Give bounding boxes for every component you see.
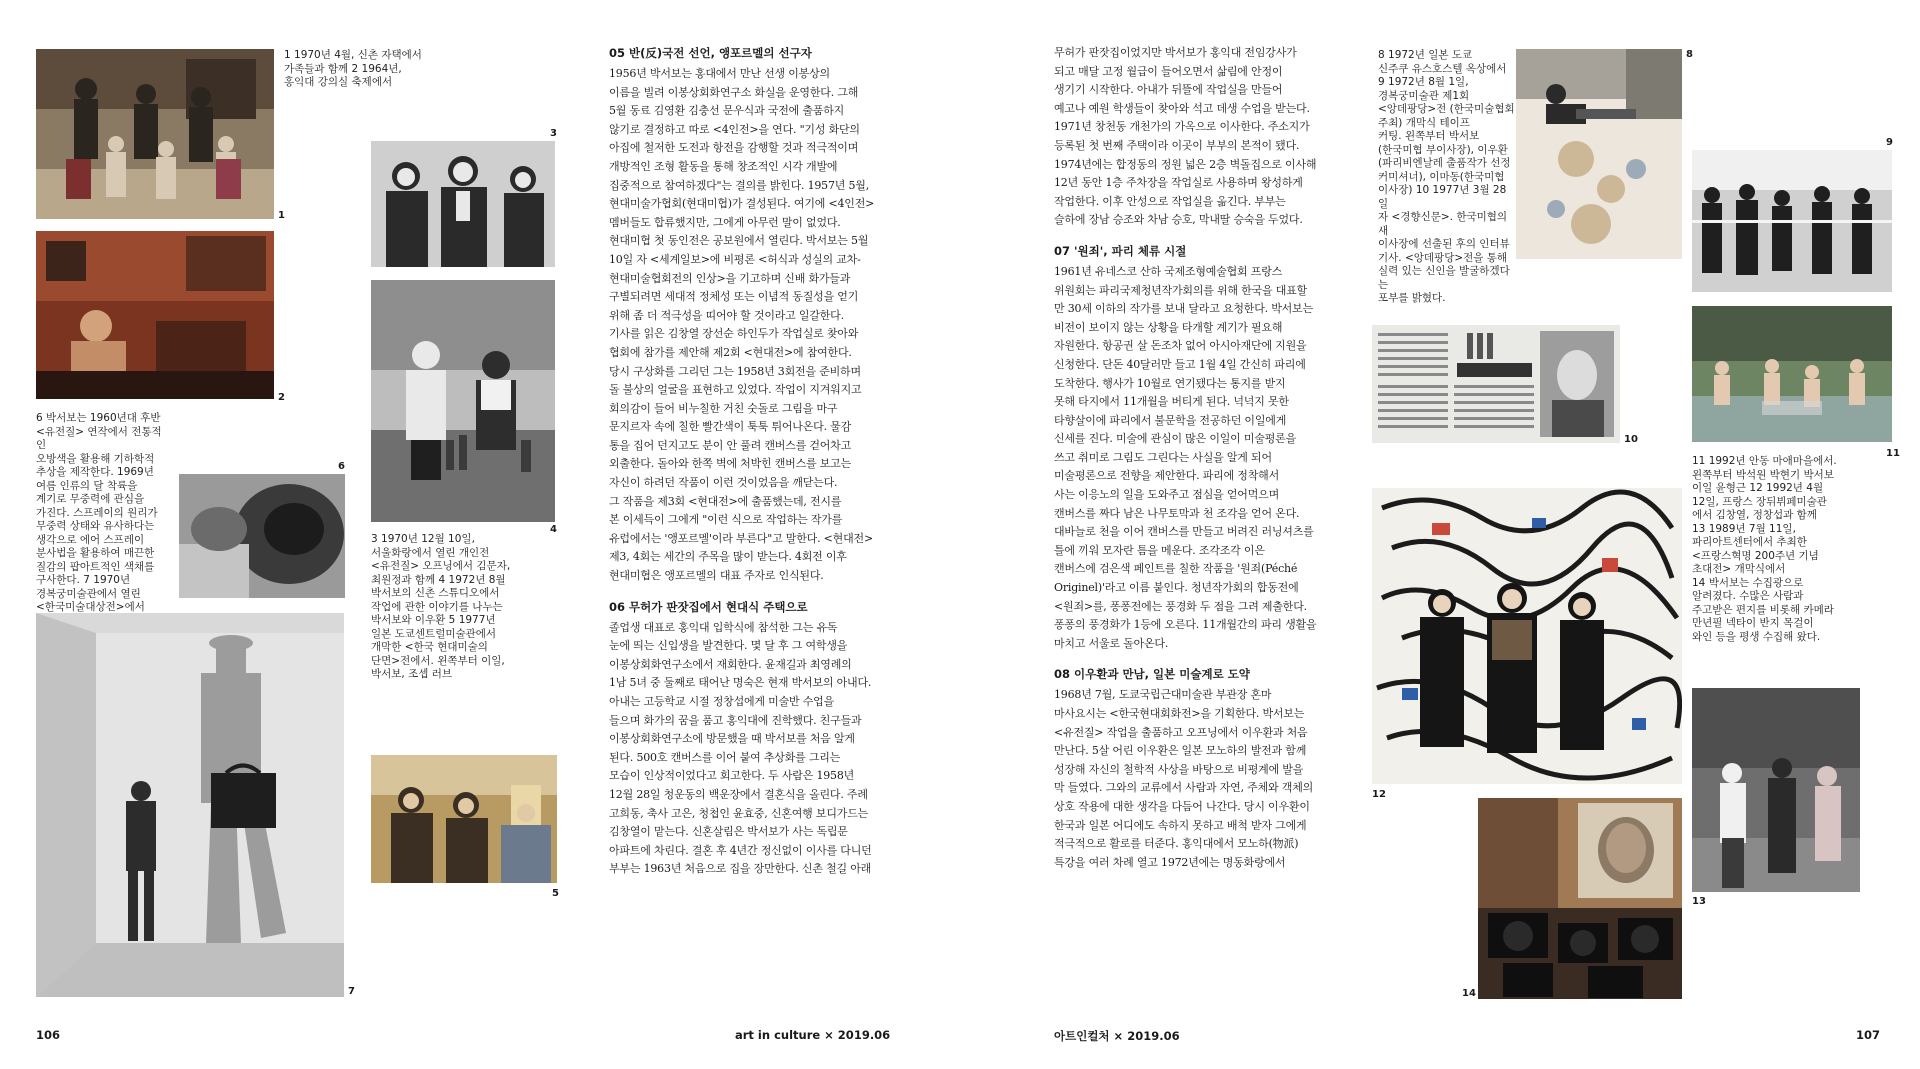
photo-studio-1972-4 [371,280,555,522]
photo-andong-1992-11 [1692,306,1892,442]
caption-8-9-10: 8 1972년 일본 도쿄 신주쿠 유스호스텔 옥상에서 9 1972년 8월 1일, 경복궁미술관 제1회 <앙데팡당>전 (한국미술협회 주최) 개막식 테이프 커팅. 왼쪽부터 박서보 (한국미협 부이사장), 이우환 (파리비엔날레 출품작가 선정 커미셔너), 이마동(한국미협 이사장) 10 1977년 3월 28일 자 <경향신문>. 한국미협의 새 이사장에 선출된 후의 인터뷰 기사. <앙데팡당>전을 통해 실력 있는 신인을 발굴하겠다는 포부를 밝혔다. [1378,49,1515,304]
section-heading: 07 '원죄', 파리 체류 시절 [1054,243,1187,258]
caption-6-7: 6 박서보는 1960년대 후반 <유전질> 연작에서 전통적인 오방색을 활용해 기하학적 추상을 제작한다. 1969년 여름 인류의 달 착륙을 계기로 무중력에 관심을 가진다. 스프레이의 원리가 무중력 상태와 유사하다는 생각으로 에어 스프레이 분사법을 활용하여 매끈한 질감의 팝아트적인 색채를 구사한다. 7 1970년 경복궁미술관에서 열린 <한국미술대상전>에서 [36,412,162,613]
photo-dubuffet-museum-1992-12 [1372,488,1682,784]
photo-number: 3 [550,128,557,139]
photo-family-1970 [36,49,274,219]
photo-paris-art-center-1989-13 [1692,688,1860,892]
photo-number: 6 [338,461,345,472]
photo-number: 9 [1886,137,1893,148]
section-body: 1961년 유네스코 산하 국제조형예술협회 프랑스 위원회는 파리국제청년작가회의를 위해 한국을 대표할 만 30세 이하의 작가를 보내 달라고 요청한다. 박서보는 비전이 보이지 않는 상황을 타개할 계기가 필요해 자원한다. 항공권 살 돈조차 없어 아시아재단에 지원을 신청한다. 단돈 40달러만 들고 1월 4일 간신히 파리에 도착한다. 행사가 10월로 연기됐다는 통지를 받지 못해 타지에서 11개월을 버티게 된다. 넉넉지 못한 타향살이에 파리에서 불문학을 전공하던 이일에게 신세를 진다. 미술에 관심이 많은 이일이 미술평론을 쓰고 취미로 그림도 그린다는 사실을 알게 되어 미술평론으로 전향을 제안한다. 파리에 정착해서 사는 이응노의 일을 도와주고 점심을 얻어먹으며 캔버스를 짜다 남은 나무토막과 천 조각을 얻어 온다. 대바늘로 천을 이어 캔버스를 만들고 버려진 러닝셔츠를 틀에 끼워 모자란 틈을 메운다. 조각조각 이은 캔버스에 검은색 페인트를 칠한 작품을 '원죄(Péché Originel)'라고 이름 붙인다. 청년작가회의 합동전에 <원죄>를, 퐁퐁전에는 풍경화 두 점을 그려 제출한다. 퐁퐁의 풍경화가 1등에 오른다. 11개월간의 파리 생활을 마치고 서울로 돌아온다. [1054,264,1317,650]
photo-number: 4 [550,524,557,535]
section-body: 1968년 7월, 도쿄국립근대미술관 부관장 혼마 마사요시는 <한국현대회화전>을 기획한다. 박서보는 <유전질> 작업을 출품하고 오프닝에서 이우환과 처음 만난다. 5살 어린 이우환은 일본 모노하의 발전과 함께 성장해 자신의 철학적 사상을 바탕으로 비평계에 발을 막 들였다. 그와의 교류에서 사람과 자연, 주체와 객체의 상호 작용에 대한 생각을 다듬어 나간다. 당시 이우환이 한국과 일본 어디에도 속하지 못하고 배척 받자 그에게 적극적으로 활로를 터준다. 홍익대에서 모노하(物派) 특강을 여러 차례 열고 1972년에는 명동화랑에서 [1054,688,1314,869]
section-body: 1956년 박서보는 홍대에서 만난 선생 이봉상의 이름을 빌려 이봉상회화연구소 화실을 운영한다. 그해 5월 동료 김영환 김충선 문우식과 국전에 출품하지 않기로 결정하고 따로 <4인전>을 연다. "기성 화단의 아집에 철저한 도전과 항전을 감행할 것과 적극적이며 개방적인 조형 활동을 통해 창조적인 시각 개발에 집중적으로 참여하겠다"는 결의를 밝힌다. 1957년 5월, 현대미술가협회(현대미협)가 결성된다. 여기에 <4인전> 멤버들도 합류했지만, 그에게 아무런 말이 없었다. 현대미협 첫 동인전은 공보원에서 열린다. 박서보는 5월 10일 자 <세계일보>에 비평론 <허식과 성실의 교차- 현대미술협회전의 인상>을 기고하며 신배 화가들과 구별되려면 세대적 정체성 또는 이념적 동질성을 얻기 위해 좀 더 적극성을 띠어야 할 것이라고 일갈한다. 기사를 읽은 김창열 장선순 하인두가 작업실로 찾아와 협회에 참가를 제안해 제2회 <현대전>에 참여한다. 당시 구상화를 그리던 그는 1958년 3회전을 준비하며 돌 불상의 얼굴을 표현하고 있었다. 작업이 지겨워지고 회의감이 들어 비누칠한 거친 숫돌로 그림을 마구 문지르자 속에 칠한 빨간색이 툭툭 튀어나온다. 물감 통을 집어 던지고도 분이 안 풀려 캔버스를 걷어차고 외출한다. 돌아와 한쪽 벽에 처박힌 캔버스를 보고는 자신이 하려던 작품이 이런 것이었음을 깨닫는다. 그 작품을 제3회 <현대전>에 출품했는데, 전시를 본 이세득이 그에게 "이런 식으로 작업하는 작가를 유럽에서는 '앵포르멜'이라 부른다"고 말한다. <현대전> 제3, 4회는 세간의 주목을 많이 받는다. 4회전 이후 현대미협은 앵포르멜의 대표 주자로 인식된다. [609,67,875,583]
photo-number: 8 [1686,49,1693,60]
caption-1-2: 1 1970년 4월, 신촌 자택에서 가족들과 함께 2 1964년, 홍익대 강의실 축제에서 [284,49,422,88]
left-magazine-footer: art in culture × 2019.06 [735,1028,891,1042]
photo-number: 14 [1462,988,1476,999]
photo-collection-14 [1478,798,1682,999]
photo-number: 13 [1692,896,1706,907]
photo-spray-work-6 [179,474,345,598]
photo-classroom-1964 [36,231,274,399]
right-magazine-footer: 아트인컬처 × 2019.06 [1054,1029,1180,1043]
section-body: 졸업생 대표로 홍익대 입학식에 참석한 그는 유독 눈에 띄는 신입생을 발견한다. 몇 달 후 그 여학생을 이봉상회화연구소에서 재회한다. 윤재길과 최영례의 1남 5녀 중 둘째로 태어난 명숙은 현재 박서보의 아내다. 아내는 고등학교 시절 정창섭에게 미술반 수업을 들으며 화가의 꿈을 품고 홍익대에 진학했다. 친구들과 이봉상회화연구소에 방문했을 때 박서보를 처음 알게 된다. 500호 캔버스를 이어 붙여 추상화를 그리는 모습이 인상적이었다고 회고한다. 두 사람은 1958년 12월 28일 청운동의 백운장에서 결혼식을 올린다. 주례 고희동, 축사 고은, 청첩인 윤효중, 신혼여행 보디가드는 김창열이 맡는다. 신혼살림은 박서보가 사는 독립문 아파트에 차린다. 결혼 후 4년간 정신없이 이사를 다니던 부부는 1963년 처음으로 집을 장만한다. 신촌 철길 아래 [609,620,872,876]
photo-number: 11 [1886,448,1900,459]
photo-tokyo-1977-5 [371,755,557,883]
photo-number: 5 [552,888,559,899]
photo-number: 10 [1624,434,1638,445]
right-page-number: 107 [1856,1028,1881,1042]
text-column-2 [1054,44,1324,884]
newspaper-clipping-10 [1372,325,1620,443]
photo-rooftop-1972-8 [1516,49,1682,259]
section-heading: 05 반(反)국전 선언, 앵포르멜의 선구자 [609,46,812,60]
text-column-1 [609,44,879,891]
section-body: 무허가 판잣집이었지만 박서보가 홍익대 전임강사가 되고 매달 고정 월급이 들어오면서 삶림에 안정이 생기기 시작한다. 아내가 뒤뜰에 작업실을 만들어 예고나 예원 학생들이 찾아와 석고 데생 수업을 받는다. 1971년 창천동 개천가의 가옥으로 이사한다. 주소지가 등록된 첫 번째 주택이라 이곳이 부부의 본적이 됐다. 1974년에는 합정동의 정원 넓은 2층 벽돌집으로 이사해 12년 동안 1층 주차장을 작업실로 사용하며 왕성하게 작업한다. 이후 안성으로 작업실을 옮긴다. 부부는 슬하에 장남 승조와 차남 승호, 막내딸 승숙을 두었다. [1054,46,1317,227]
photo-opening-1970-3 [371,141,555,267]
section-heading: 06 무허가 판잣집에서 현대식 주택으로 [609,599,808,614]
photo-exhibition-wall-7 [36,613,344,997]
section-heading: 08 이우환과 만남, 일본 미술계로 도약 [1054,667,1250,682]
photo-number: 7 [348,986,355,997]
left-page-number: 106 [36,1028,61,1042]
photo-number: 2 [278,392,285,403]
photo-number: 12 [1372,789,1386,800]
caption-11-14: 11 1992년 안동 마애마을에서. 왼쪽부터 박석원 박현기 박서보 이일 윤형근 12 1992년 4월 12일, 프랑스 장뒤뷔페미술관 에서 김창열, 정창섭과 함께 13 1989년 7월 11일, 파리아트센터에서 추최한 <프랑스혁명 200주년 기념 초대전> 개막식에서 14 박서보는 수집광으로 알려졌다. 수많은 사람과 주고받은 편지를 비롯해 카메라 만년필 넥타이 반지 목걸이 와인 등을 평생 수집해 왔다. [1692,455,1837,643]
photo-tape-cutting-1972-9 [1692,150,1892,292]
photo-number: 1 [278,210,285,221]
caption-3-4-5: 3 1970년 12월 10일, 서울화랑에서 열린 개인전 <유전질> 오프닝에서 김문자, 최원정과 함께 4 1972년 8월 박서보의 신촌 스튜디오에서 작업에 관한 이야기를 나누는 박서보와 이우환 5 1977년 일본 도쿄센트럴미술관에서 개막한 <한국 현대미술의 단면>전에서. 왼쪽부터 이일, 박서보, 조셉 러브 [371,533,511,680]
